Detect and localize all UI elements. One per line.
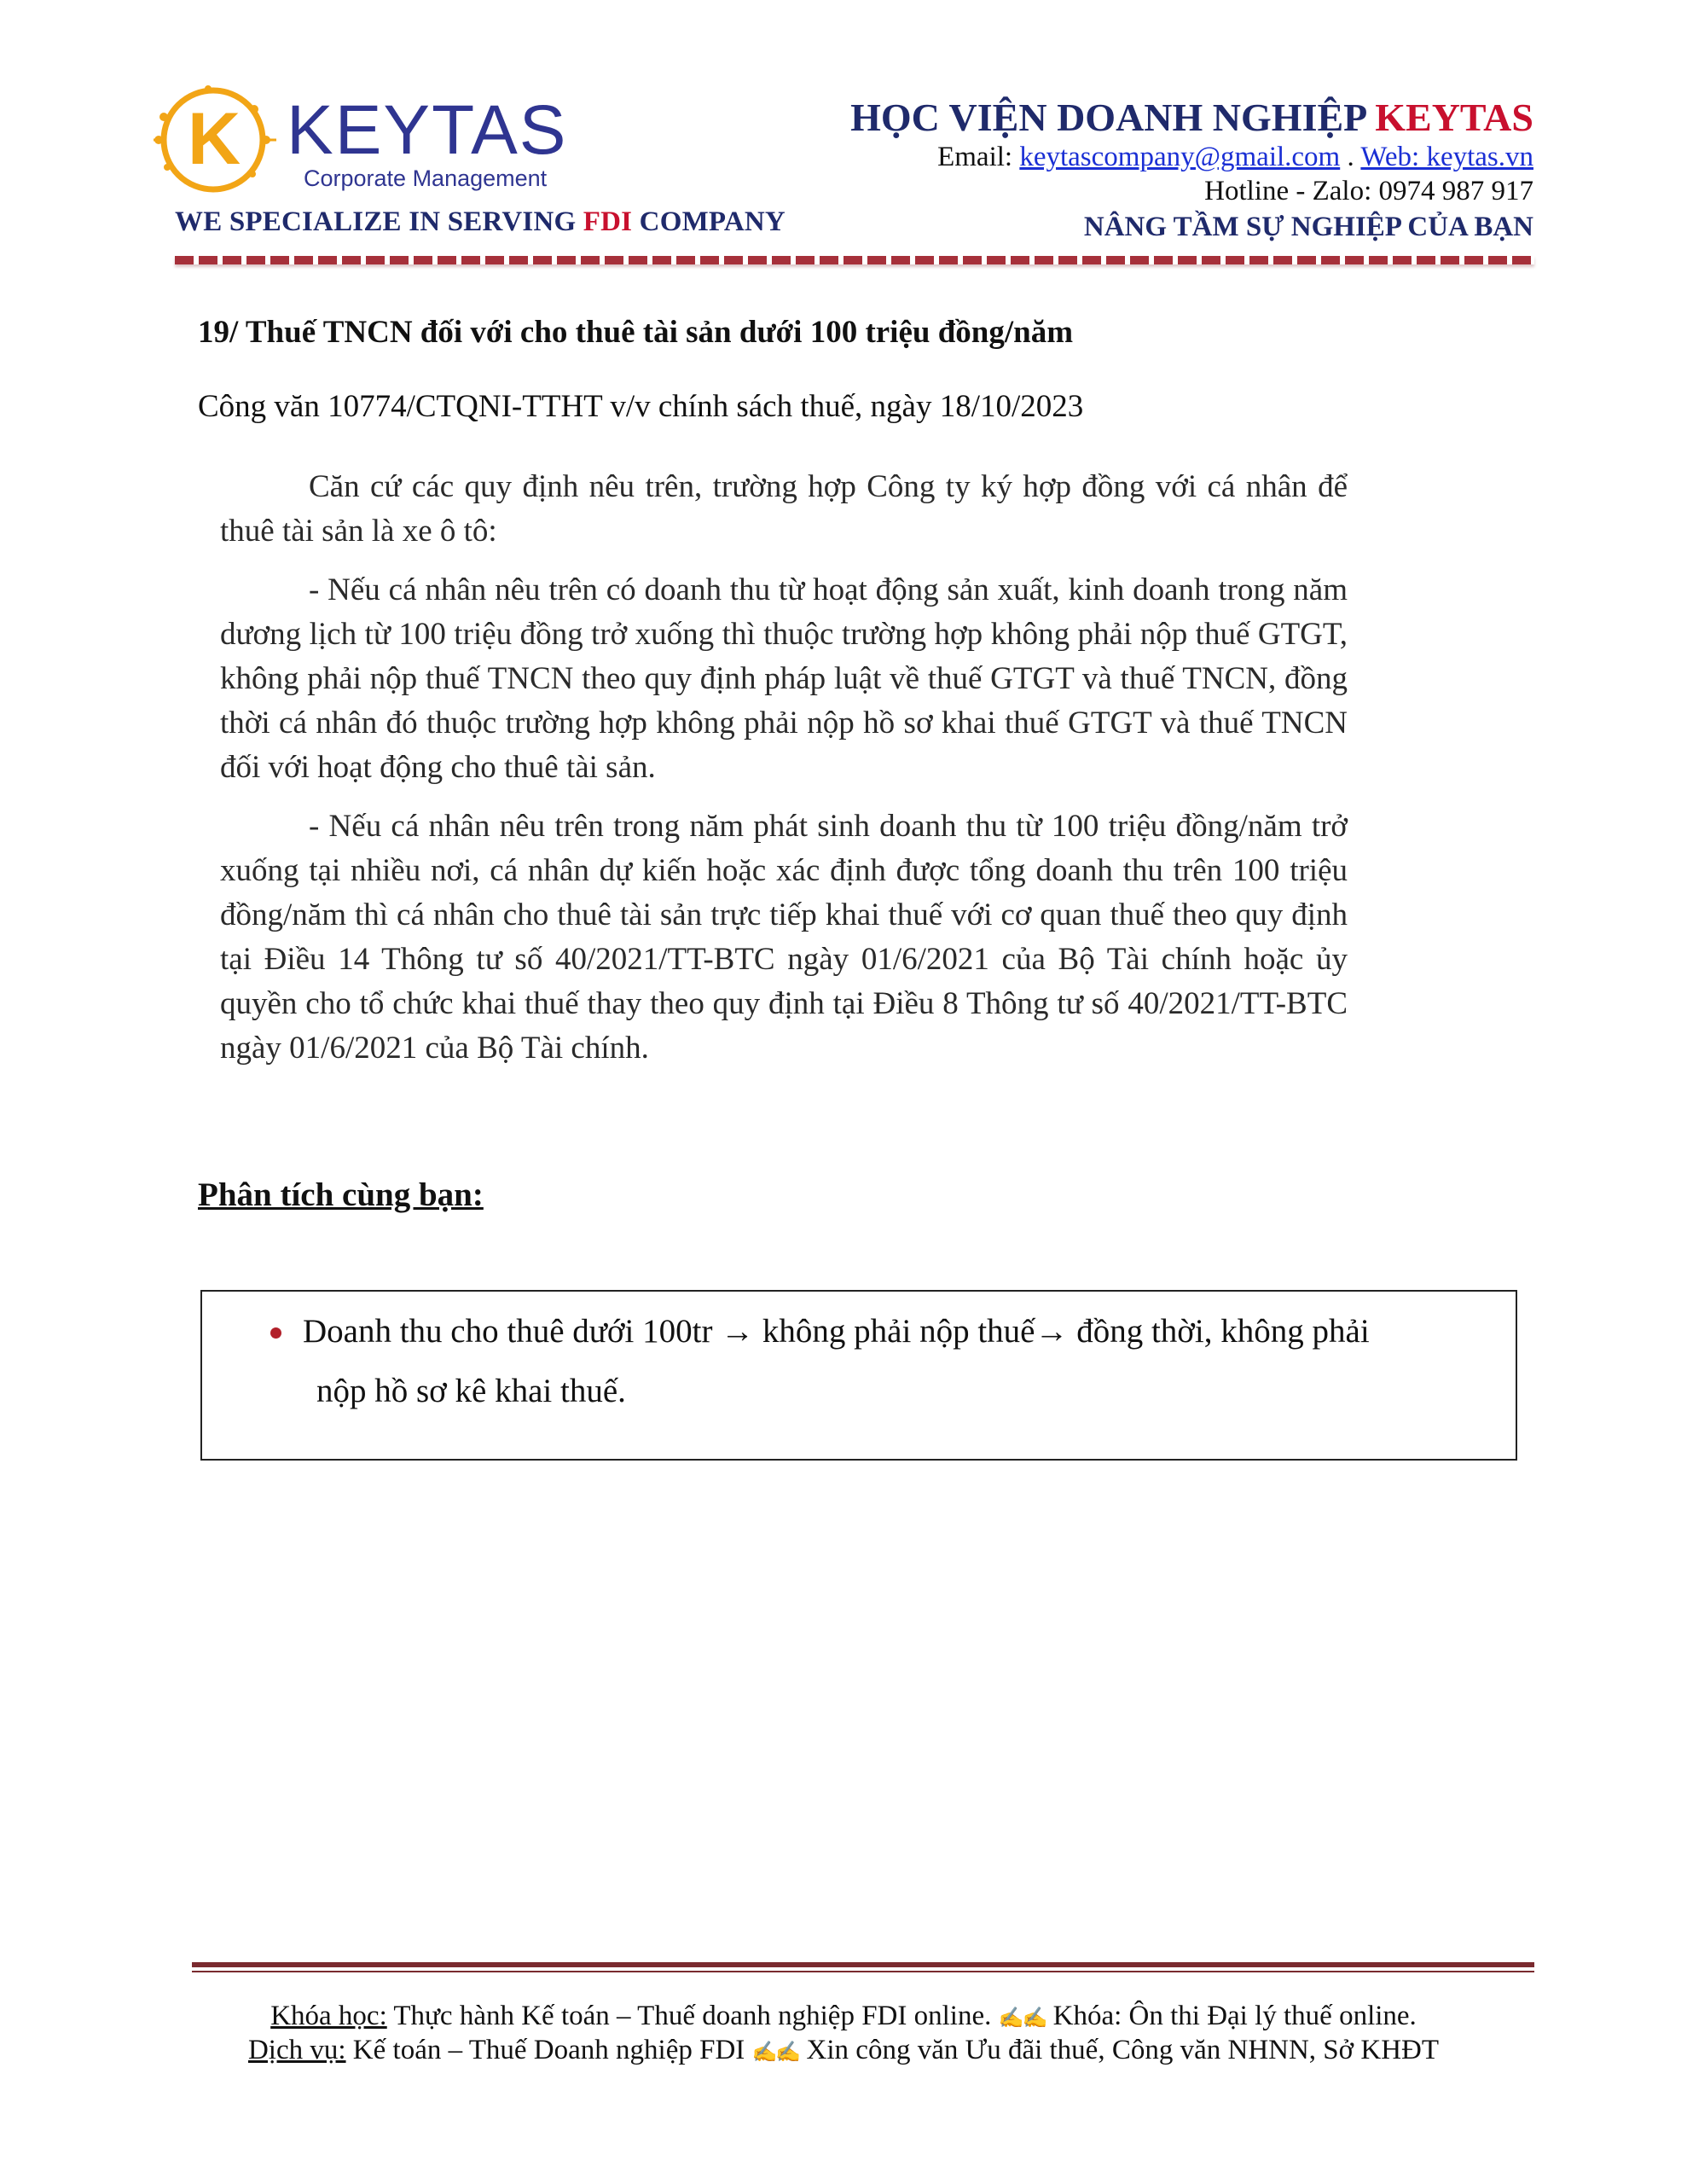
slogan-highlight: FDI (583, 206, 633, 237)
hotline: Hotline - Zalo: 0974 987 917 (1204, 176, 1533, 206)
logo-tagline: Corporate Management (304, 166, 548, 191)
footer-divider-thin (192, 1971, 1534, 1972)
contact-line (850, 140, 1533, 174)
slogan-suffix: COMPANY (632, 206, 786, 237)
logo-name: KEYTAS (287, 91, 568, 169)
quoted-excerpt (220, 465, 1348, 1085)
services-text: Kế toán – Thuế Doanh nghiệp FDI (345, 2035, 752, 2065)
bullet-dot-icon (270, 1327, 281, 1339)
courses-text: Thực hành Kế toán – Thuế doanh nghiệp FDI online. (386, 2001, 999, 2031)
quote-paragraph: Căn cứ các quy định nêu trên, trường hợp Công ty ký hợp đồng với cá nhân để thuê tài sản là xe ô tô: (220, 469, 1348, 549)
header-divider (175, 256, 1534, 264)
logo-letter: K (188, 98, 241, 180)
quote-paragraph: - Nếu cá nhân nêu trên trong năm phát sinh doanh thu từ 100 triệu đồng/năm trở xuống tại nhiều nơi, cá nhân dự kiến hoặc xác định được tổng doanh thu trên 100 triệu đồng/năm thì cá nhân cho thuê tài sản trực tiếp khai thuế với cơ quan thuế theo quy định tại Điều 14 Thông tư số 40/2021/TT-BTC ngày 01/6/2021 của Bộ Tài chính hoặc ủy quyền cho tổ chức khai thuế thay theo quy định tại Điều 8 Thông tư số 40/2021/TT-BTC ngày 01/6/2021 của Bộ Tài chính. (220, 809, 1348, 1066)
bullet-line-2: nộp hồ sơ kê khai thuế. (316, 1373, 626, 1409)
academy-title-brand: KEYTAS (1375, 96, 1533, 139)
section-heading: 19/ Thuế TNCN đối với cho thuê tài sản dưới 100 triệu đồng/năm (198, 315, 1074, 350)
web-link[interactable]: Web: keytas.vn (1360, 142, 1533, 172)
footer-divider (192, 1962, 1534, 1967)
contact-separator: . (1340, 142, 1361, 172)
academy-title-prefix: HỌC VIỆN DOANH NGHIỆP (850, 96, 1376, 139)
academy-title (850, 96, 1533, 140)
courses-text-2: Khóa: Ôn thi Đại lý thuế online. (1046, 2001, 1417, 2031)
courses-label: Khóa học: (270, 2001, 387, 2031)
email-link[interactable]: keytascompany@gmail.com (1019, 142, 1341, 172)
header-slogan (175, 206, 786, 238)
services-label: Dịch vụ: (247, 2035, 346, 2065)
slogan-prefix: WE SPECIALIZE IN SERVING (175, 206, 583, 237)
header-motto: NÂNG TẦM SỰ NGHIỆP CỦA BẠN (1083, 212, 1533, 242)
analysis-title: Phân tích cùng bạn: (198, 1176, 484, 1213)
bullet-line-1: Doanh thu cho thuê dưới 100tr → không phải nộp thuế→ đồng thời, không phải (303, 1313, 1370, 1350)
footer-services (0, 2033, 1687, 2070)
email-label: Email: (937, 142, 1020, 172)
document-reference: Công văn 10774/CTQNI-TTHT v/v chính sách thuế, ngày 18/10/2023 (198, 389, 1084, 424)
pen-icon: ✍✍ (751, 2042, 800, 2064)
header-contact-block (850, 96, 1533, 244)
pen-icon: ✍✍ (998, 2007, 1046, 2030)
keytas-logo (152, 78, 587, 206)
analysis-box (200, 1290, 1517, 1461)
services-text-2: Xin công văn Ưu đãi thuế, Công văn NHNN, Sở KHĐT (799, 2035, 1440, 2065)
bullet-text (303, 1302, 1480, 1421)
quote-paragraph: - Nếu cá nhân nêu trên có doanh thu từ hoạt động sản xuất, kinh doanh trong năm dương lịch từ 100 triệu đồng trở xuống thì thuộc trường hợp không phải nộp thuế GTGT, không phải nộp thuế TNCN theo quy định pháp luật về thuế GTGT và thuế TNCN, đồng thời cá nhân đó thuộc trường hợp không phải nộp hồ sơ khai thuế GTGT và thuế TNCN đối với hoạt động cho thuê tài sản. (220, 572, 1348, 785)
footer-courses (0, 1999, 1687, 2036)
